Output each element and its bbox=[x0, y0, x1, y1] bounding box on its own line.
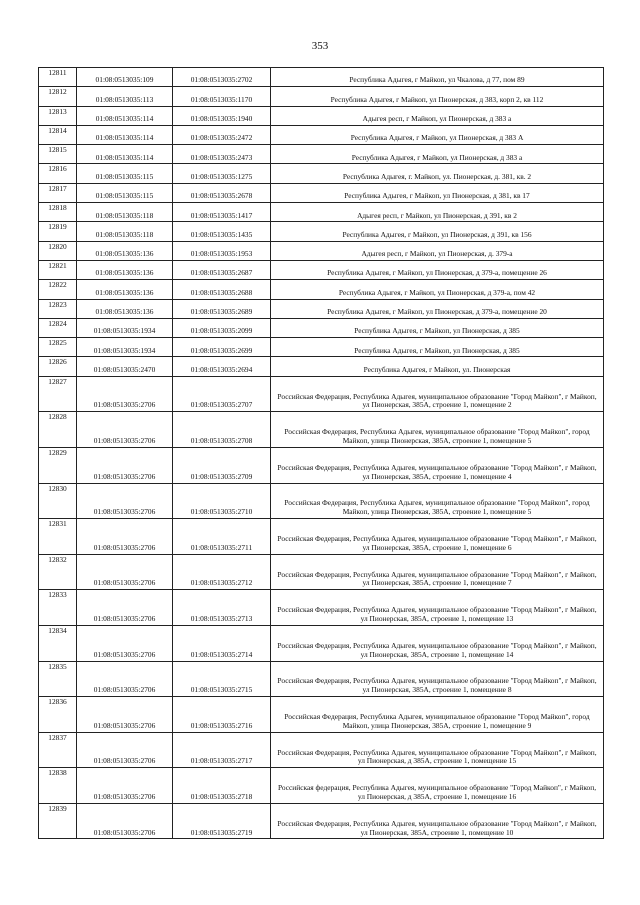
land-cadastral-number-cell: 01:08:0513035:2706 bbox=[77, 447, 173, 483]
table-row bbox=[39, 338, 604, 357]
land-cadastral-number-cell: 01:08:0513035:2706 bbox=[77, 590, 173, 626]
land-cadastral-number-cell: 01:08:0513035:2706 bbox=[77, 376, 173, 412]
row-number-cell: 12829 bbox=[39, 447, 77, 483]
address-cell: Российская Федерация, Республика Адыгея, муниципальное образование "Город Майкоп", г Майкоп, ул Пионерская, д 385А, строение 1, помещение 15 bbox=[271, 732, 604, 768]
table-row bbox=[39, 625, 604, 661]
object-cadastral-number-cell: 01:08:0513035:1953 bbox=[173, 241, 271, 260]
object-cadastral-number-cell: 01:08:0513035:1275 bbox=[173, 164, 271, 183]
land-cadastral-number-cell: 01:08:0513035:114 bbox=[77, 125, 173, 144]
row-number-cell: 12833 bbox=[39, 590, 77, 626]
land-cadastral-number-cell: 01:08:0513035:2706 bbox=[77, 412, 173, 448]
address-cell: Адыгея респ, г Майкоп, ул Пионерская, д 391, кв 2 bbox=[271, 203, 604, 222]
object-cadastral-number-cell: 01:08:0513035:2699 bbox=[173, 338, 271, 357]
row-number-cell: 12822 bbox=[39, 280, 77, 299]
table-row bbox=[39, 519, 604, 555]
object-cadastral-number-cell: 01:08:0513035:2710 bbox=[173, 483, 271, 519]
table-row bbox=[39, 299, 604, 318]
land-cadastral-number-cell: 01:08:0513035:1934 bbox=[77, 318, 173, 337]
land-cadastral-number-cell: 01:08:0513035:109 bbox=[77, 68, 173, 87]
row-number-cell: 12815 bbox=[39, 145, 77, 164]
address-cell: Республика Адыгея, г Майкоп, ул Пионерская, д 391, кв 156 bbox=[271, 222, 604, 241]
table-row bbox=[39, 697, 604, 733]
object-cadastral-number-cell: 01:08:0513035:2719 bbox=[173, 803, 271, 839]
address-cell: Российская Федерация, Республика Адыгея, муниципальное образование "Город Майкоп", город Майкоп, улица Пионерская, 385А, строение 1, помещение 5 bbox=[271, 483, 604, 519]
row-number-cell: 12811 bbox=[39, 68, 77, 87]
table-row bbox=[39, 125, 604, 144]
address-cell: Республика Адыгея, г Майкоп, ул Пионерская, д 383 а bbox=[271, 145, 604, 164]
object-cadastral-number-cell: 01:08:0513035:2715 bbox=[173, 661, 271, 697]
registry-table bbox=[38, 67, 604, 839]
address-cell: Российская Федерация, Республика Адыгея, муниципальное образование "Город Майкоп", г Майкоп, ул Пионерская, 385А, строение 1, помещение 13 bbox=[271, 590, 604, 626]
land-cadastral-number-cell: 01:08:0513035:114 bbox=[77, 106, 173, 125]
row-number-cell: 12821 bbox=[39, 260, 77, 279]
land-cadastral-number-cell: 01:08:0513035:2706 bbox=[77, 483, 173, 519]
object-cadastral-number-cell: 01:08:0513035:1170 bbox=[173, 87, 271, 106]
table-row bbox=[39, 412, 604, 448]
land-cadastral-number-cell: 01:08:0513035:2706 bbox=[77, 768, 173, 804]
land-cadastral-number-cell: 01:08:0513035:114 bbox=[77, 145, 173, 164]
table-row bbox=[39, 768, 604, 804]
land-cadastral-number-cell: 01:08:0513035:2706 bbox=[77, 732, 173, 768]
land-cadastral-number-cell: 01:08:0513035:2470 bbox=[77, 357, 173, 376]
row-number-cell: 12830 bbox=[39, 483, 77, 519]
row-number-cell: 12828 bbox=[39, 412, 77, 448]
object-cadastral-number-cell: 01:08:0513035:2714 bbox=[173, 625, 271, 661]
row-number-cell: 12831 bbox=[39, 519, 77, 555]
table-row bbox=[39, 483, 604, 519]
address-cell: Республика Адыгея, г Майкоп, ул Пионерская, д 381, кв 17 bbox=[271, 183, 604, 202]
table-row bbox=[39, 554, 604, 590]
table-row bbox=[39, 203, 604, 222]
object-cadastral-number-cell: 01:08:0513035:2713 bbox=[173, 590, 271, 626]
row-number-cell: 12820 bbox=[39, 241, 77, 260]
object-cadastral-number-cell: 01:08:0513035:2687 bbox=[173, 260, 271, 279]
row-number-cell: 12826 bbox=[39, 357, 77, 376]
table-row bbox=[39, 145, 604, 164]
row-number-cell: 12836 bbox=[39, 697, 77, 733]
land-cadastral-number-cell: 01:08:0513035:2706 bbox=[77, 661, 173, 697]
address-cell: Республика Адыгея, г Майкоп, ул Пионерская, д 383 А bbox=[271, 125, 604, 144]
row-number-cell: 12814 bbox=[39, 125, 77, 144]
row-number-cell: 12818 bbox=[39, 203, 77, 222]
object-cadastral-number-cell: 01:08:0513035:2708 bbox=[173, 412, 271, 448]
object-cadastral-number-cell: 01:08:0513035:2712 bbox=[173, 554, 271, 590]
address-cell: Российская Федерация, Республика Адыгея, муниципальное образование "Город Майкоп", г Майкоп, ул Пионерская, 385А, строение 1, помещение 7 bbox=[271, 554, 604, 590]
address-cell: Адыгея респ, г Майкоп, ул Пионерская, д 383 а bbox=[271, 106, 604, 125]
object-cadastral-number-cell: 01:08:0513035:1417 bbox=[173, 203, 271, 222]
table-row bbox=[39, 732, 604, 768]
table-row bbox=[39, 357, 604, 376]
object-cadastral-number-cell: 01:08:0513035:2716 bbox=[173, 697, 271, 733]
table-row bbox=[39, 260, 604, 279]
row-number-cell: 12839 bbox=[39, 803, 77, 839]
land-cadastral-number-cell: 01:08:0513035:2706 bbox=[77, 697, 173, 733]
address-cell: Республика Адыгея, г Майкоп, ул Пионерская, д 385 bbox=[271, 318, 604, 337]
address-cell: Республика Адыгея, г Майкоп, ул. Пионерская bbox=[271, 357, 604, 376]
address-cell: Российская Федерация, Республика Адыгея, муниципальное образование "Город Майкоп", г Майкоп, ул Пионерская, 385А, строение 1, помещение 6 bbox=[271, 519, 604, 555]
address-cell: Российская Федерация, Республика Адыгея, муниципальное образование "Город Майкоп", г Майкоп, ул Пионерская, 385А, строение 1, помещение 14 bbox=[271, 625, 604, 661]
object-cadastral-number-cell: 01:08:0513035:1940 bbox=[173, 106, 271, 125]
table-row bbox=[39, 87, 604, 106]
table-row bbox=[39, 803, 604, 839]
object-cadastral-number-cell: 01:08:0513035:2694 bbox=[173, 357, 271, 376]
land-cadastral-number-cell: 01:08:0513035:1934 bbox=[77, 338, 173, 357]
row-number-cell: 12838 bbox=[39, 768, 77, 804]
object-cadastral-number-cell: 01:08:0513035:2709 bbox=[173, 447, 271, 483]
address-cell: Республика Адыгея, г Майкоп, ул Пионерская, д 383, корп 2, кв 112 bbox=[271, 87, 604, 106]
table-row bbox=[39, 68, 604, 87]
land-cadastral-number-cell: 01:08:0513035:136 bbox=[77, 241, 173, 260]
object-cadastral-number-cell: 01:08:0513035:2707 bbox=[173, 376, 271, 412]
address-cell: Республика Адыгея, г. Майкоп, ул. Пионерская, д. 381, кв. 2 bbox=[271, 164, 604, 183]
address-cell: Республика Адыгея, г Майкоп, ул Пионерская, д 379-а, помещение 20 bbox=[271, 299, 604, 318]
object-cadastral-number-cell: 01:08:0513035:2689 bbox=[173, 299, 271, 318]
address-cell: Российская Федерация, Республика Адыгея, муниципальное образование "Город Майкоп", г Майкоп, ул Пионерская, 385А, строение 1, помещение 2 bbox=[271, 376, 604, 412]
land-cadastral-number-cell: 01:08:0513035:115 bbox=[77, 183, 173, 202]
land-cadastral-number-cell: 01:08:0513035:118 bbox=[77, 222, 173, 241]
address-cell: Республика Адыгея, г Майкоп, ул Чкалова, д 77, пом 89 bbox=[271, 68, 604, 87]
page-number: 353 bbox=[311, 40, 329, 52]
land-cadastral-number-cell: 01:08:0513035:115 bbox=[77, 164, 173, 183]
address-cell: Республика Адыгея, г Майкоп, ул Пионерская, д 385 bbox=[271, 338, 604, 357]
address-cell: Российская Федерация, Республика Адыгея, муниципальное образование "Город Майкоп", город Майкоп, улица Пионерская, 385А, строение 1, помещение 5 bbox=[271, 412, 604, 448]
row-number-cell: 12825 bbox=[39, 338, 77, 357]
row-number-cell: 12819 bbox=[39, 222, 77, 241]
table-row bbox=[39, 222, 604, 241]
row-number-cell: 12834 bbox=[39, 625, 77, 661]
object-cadastral-number-cell: 01:08:0513035:2473 bbox=[173, 145, 271, 164]
land-cadastral-number-cell: 01:08:0513035:2706 bbox=[77, 554, 173, 590]
table-row bbox=[39, 106, 604, 125]
object-cadastral-number-cell: 01:08:0513035:2099 bbox=[173, 318, 271, 337]
land-cadastral-number-cell: 01:08:0513035:2706 bbox=[77, 625, 173, 661]
registry-table-body bbox=[39, 68, 604, 839]
object-cadastral-number-cell: 01:08:0513035:2472 bbox=[173, 125, 271, 144]
row-number-cell: 12823 bbox=[39, 299, 77, 318]
address-cell: Российская Федерация, Республика Адыгея, муниципальное образование "Город Майкоп", г Майкоп, ул Пионерская, 385А, строение 1, помещение 10 bbox=[271, 803, 604, 839]
row-number-cell: 12816 bbox=[39, 164, 77, 183]
row-number-cell: 12835 bbox=[39, 661, 77, 697]
table-row bbox=[39, 183, 604, 202]
table-row bbox=[39, 318, 604, 337]
row-number-cell: 12832 bbox=[39, 554, 77, 590]
land-cadastral-number-cell: 01:08:0513035:2706 bbox=[77, 519, 173, 555]
table-row bbox=[39, 280, 604, 299]
row-number-cell: 12813 bbox=[39, 106, 77, 125]
table-row bbox=[39, 661, 604, 697]
land-cadastral-number-cell: 01:08:0513035:2706 bbox=[77, 803, 173, 839]
object-cadastral-number-cell: 01:08:0513035:1435 bbox=[173, 222, 271, 241]
object-cadastral-number-cell: 01:08:0513035:2688 bbox=[173, 280, 271, 299]
row-number-cell: 12817 bbox=[39, 183, 77, 202]
address-cell: Республика Адыгея, г Майкоп, ул Пионерская, д 379-а, пом 42 bbox=[271, 280, 604, 299]
object-cadastral-number-cell: 01:08:0513035:2678 bbox=[173, 183, 271, 202]
land-cadastral-number-cell: 01:08:0513035:118 bbox=[77, 203, 173, 222]
object-cadastral-number-cell: 01:08:0513035:2718 bbox=[173, 768, 271, 804]
table-row bbox=[39, 376, 604, 412]
table-row bbox=[39, 590, 604, 626]
object-cadastral-number-cell: 01:08:0513035:2702 bbox=[173, 68, 271, 87]
table-row bbox=[39, 241, 604, 260]
land-cadastral-number-cell: 01:08:0513035:136 bbox=[77, 260, 173, 279]
table-row bbox=[39, 164, 604, 183]
table-row bbox=[39, 447, 604, 483]
land-cadastral-number-cell: 01:08:0513035:136 bbox=[77, 280, 173, 299]
object-cadastral-number-cell: 01:08:0513035:2711 bbox=[173, 519, 271, 555]
land-cadastral-number-cell: 01:08:0513035:136 bbox=[77, 299, 173, 318]
row-number-cell: 12824 bbox=[39, 318, 77, 337]
row-number-cell: 12812 bbox=[39, 87, 77, 106]
address-cell: Российская федерация, Республика Адыгея, муниципальное образование "Город Майкоп", г Майкоп, ул Пионерская, д 385А, строение 1, помещение 16 bbox=[271, 768, 604, 804]
address-cell: Российская Федерация, Республика Адыгея, муниципальное образование "Город Майкоп", город Майкоп, улица Пионерская, 385А, строение 1, помещение 9 bbox=[271, 697, 604, 733]
row-number-cell: 12837 bbox=[39, 732, 77, 768]
object-cadastral-number-cell: 01:08:0513035:2717 bbox=[173, 732, 271, 768]
address-cell: Российская Федерация, Республика Адыгея, муниципальное образование "Город Майкоп", г Майкоп, ул Пионерская, 385А, строение 1, помещение 4 bbox=[271, 447, 604, 483]
land-cadastral-number-cell: 01:08:0513035:113 bbox=[77, 87, 173, 106]
address-cell: Российская Федерация, Республика Адыгея, муниципальное образование "Город Майкоп", г Майкоп, ул Пионерская, 385А, строение 1, помещение 8 bbox=[271, 661, 604, 697]
row-number-cell: 12827 bbox=[39, 376, 77, 412]
address-cell: Адыгея респ, г Майкоп, ул Пионерская, д. 379-а bbox=[271, 241, 604, 260]
address-cell: Республика Адыгея, г Майкоп, ул Пионерская, д 379-а, помещение 26 bbox=[271, 260, 604, 279]
